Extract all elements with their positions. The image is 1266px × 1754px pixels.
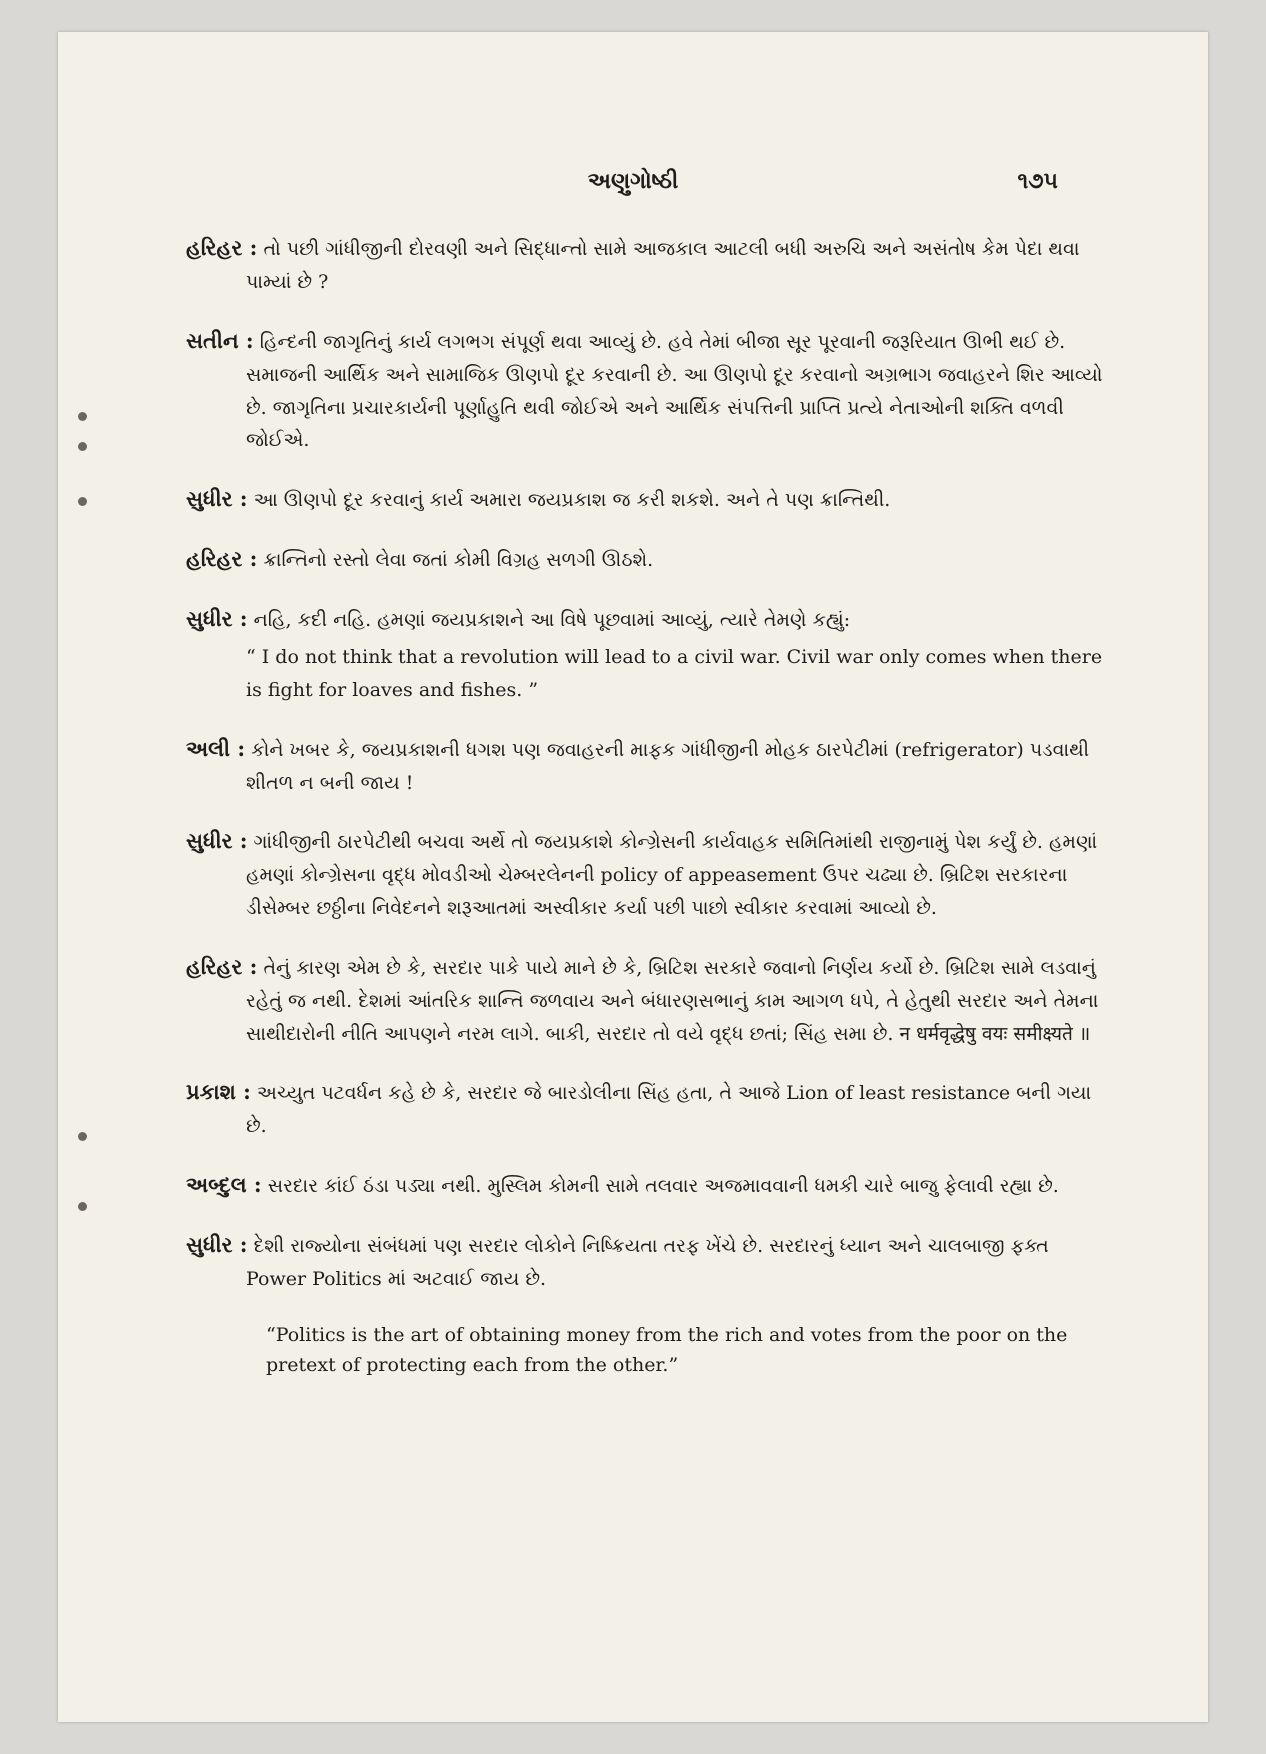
speech-text: કોને ખબર કે, જયપ્રકાશની ધગશ પણ જવાહરની માફક ગાંધીજીની મોહક ઠારપેટીમાં (refrigerator) પડવાથી શીતળ ન બની જાય ! [246,738,1090,794]
running-title: અણુગોષ્ઠી [587,168,679,194]
speaker-name: સુધીર : [186,1232,248,1258]
speaker-name: સુધીર : [186,606,248,632]
speaker-name: હરિહર : [186,235,258,260]
speech-text: ગાંધીજીની ઠારપેટીથી બચવા અર્થે તો જયપ્રકાશે કોન્ગ્રેસની કાર્યવાહક સમિતિમાંથી રાજીનામું પેશ કર્યું છે. હમણાં હમણાં કોન્ગ્રેસના વૃદ્ધ મોવડીઓ ચેમ્બરલેનની policy of appeasement ઉપર ચઢ્યા છે. બ્રિટિશ સરકારના ડીસેમ્બર છઠ્ઠીના નિવેદનને શરૂઆતમાં અસ્વીકાર કર્યા પછી પાછો સ્વીકાર કરવામાં આવ્યો છે. [246,831,1098,920]
binding-hole [78,497,87,506]
speech-text: હિન્દની જાગૃતિનું કાર્ય લગભગ સંપૂર્ણ થવા આવ્યું છે. હવે તેમાં બીજા સૂર પૂરવાની જરૂરિયાત ઊભી થઈ છે. સમાજની આર્થિક અને સામાજિક ઊણપો દૂર કરવાની છે. આ ઊણપો દૂર કરવાનો અગ્રભાગ જવાહરને શિર આવ્યો છે. જાગૃતિના પ્રચારકાર્યની પૂર્ણાહુતિ થવી જોઈએ અને આર્થિક સંપત્તિની પ્રાપ્તિ પ્રત્યે નેતાઓની શક્તિ વળવી જોઈએ. [246,330,1103,452]
dialogue [186,230,1106,1381]
speech-text: ક્રાન્તિનો રસ્તો લેવા જતાં કોમી વિગ્રહ સળગી ઊઠશે. [263,549,654,572]
closing-quote: “Politics is the art of obtaining money from the rich and votes from the poor on the pretext of protecting each from the other.” [266,1323,1068,1377]
page-header [58,168,1208,208]
speaker-name: પ્રકાશ : [186,1079,251,1105]
page-number: ૧૭૫ [1017,168,1058,194]
dialogue-entry [186,823,1106,924]
speech-text: આ ઊણપો દૂર કરવાનું કાર્ય અમારા જયપ્રકાશ જ કરી શકશે. અને તે પણ ક્રાન્તિથી. [253,488,891,511]
english-quote: “ I do not think that a revolution will lead to a civil war. Civil war only comes when there is fight for loaves and fishes. ” [246,646,1103,701]
speaker-name: સુધીર : [186,485,248,511]
dialogue-entry [186,230,1106,299]
binding-hole [78,1202,87,1211]
speaker-name: અબ્દુલ : [186,1172,262,1198]
binding-holes [78,412,98,1212]
speaker-name: સુધીર : [186,828,248,854]
speech-text: તેનું કારણ એમ છે કે, સરદાર પાકે પાયે માને છે કે, બ્રિટિશ સરકારે જવાનો નિર્ણય કર્યો છે. બ્રિટિશ સામે લડવાનું રહેતું જ નથી. દેશમાં આંતરિક શાન્તિ જળવાય અને બંધારણસભાનું કામ આગળ ધપે, તે હેતુથી સરદાર અને તેમના સાથીદારોની નીતિ આપણને નરમ લાગે. બાકી, સરદાર તો વયે વૃદ્ધ છતાં; સિંહ સમા છે. न धर्मवृद्धेषु वयः समीक्ष्यते ॥ [246,956,1099,1045]
speech-text: દેશી રાજ્યોના સંબંધમાં પણ સરદાર લોકોને નિષ્ક્રિયતા તરફ ખેંચે છે. સરદારનું ધ્યાન અને ચાલબાજી ફક્ત Power Politics માં અટવાઈ જાય છે. [246,1235,1049,1291]
speaker-name: હરિહર : [186,546,258,572]
speech-text: સરદાર કાંઈ ઠંડા પડ્યા નથી. મુસ્લિમ કોમની સામે તલવાર અજમાવવાની ધમકી ચારે બાજુ ફેલાવી રહ્યા છે. [267,1175,1059,1198]
book-page [58,32,1208,1722]
dialogue-entry [186,731,1106,800]
dialogue-entry [186,1227,1106,1296]
speech-text: નહિ, કદી નહિ. હમણાં જયપ્રકાશને આ વિષે પૂછવામાં આવ્યું, ત્યારે તેમણે કહ્યું: [253,609,851,632]
dialogue-entry [186,481,1106,517]
speech-text: અચ્યુત પટવર્ધન કહે છે કે, સરદાર જે બારડોલીના સિંહ હતા, તે આજે Lion of least resistance બની ગયા છે. [246,1082,1092,1138]
dialogue-entry [186,949,1106,1050]
dialogue-entry [186,1167,1106,1203]
binding-hole [78,442,87,451]
binding-hole [78,1132,87,1141]
dialogue-entry [186,323,1106,457]
speaker-name: સતીન : [186,327,254,353]
speaker-name: હરિહર : [186,953,258,979]
dialogue-entry [186,1074,1106,1143]
dialogue-entry [186,541,1106,577]
binding-hole [78,412,87,421]
speaker-name: અલી : [186,735,246,761]
speech-text: તો પછી ગાંધીજીની દોરવણી અને સિદ્ધાન્તો સામે આજકાલ આટલી બધી અરુચિ અને અસંતોષ કેમ પેદા થવા પામ્યાં છે ? [246,238,1080,294]
dialogue-entry [186,601,1106,706]
